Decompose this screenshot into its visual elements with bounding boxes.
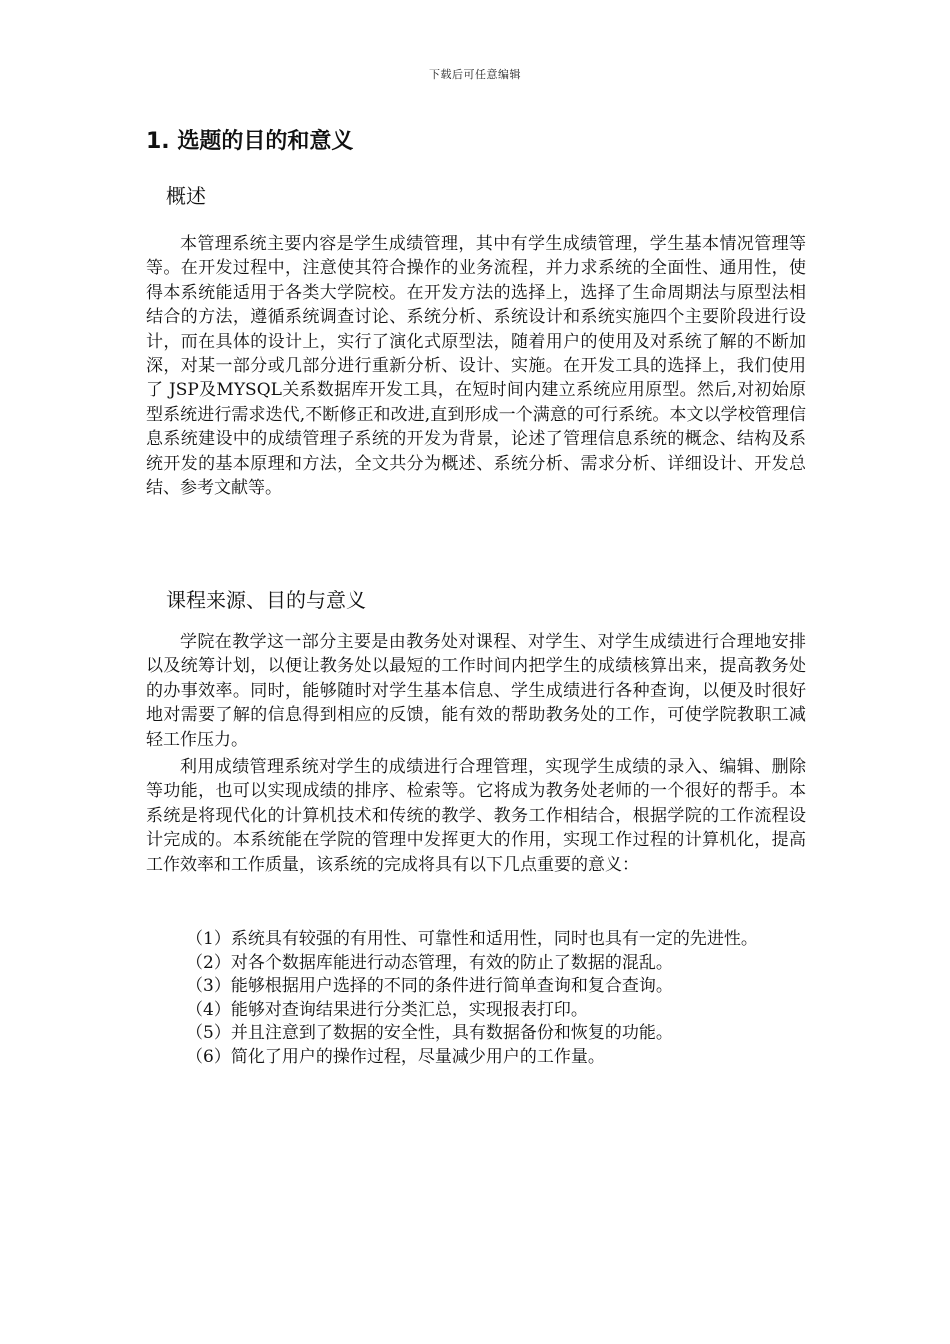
- header-note: 下载后可任意编辑: [429, 68, 521, 81]
- list-item: （6）简化了用户的操作过程，尽量减少用户的工作量。: [186, 1046, 605, 1067]
- list-item: （5）并且注意到了数据的安全性，具有数据备份和恢复的功能。: [186, 1023, 673, 1044]
- overview-paragraph: 本管理系统主要内容是学生成绩管理，其中有学生成绩管理，学生基本情况管理等等。在开发过程中，注意使其符合操作的业务流程，并力求系统的全面性、通用性，使得本系统能适用于各类大学院校。在开发方法的选择上，选择了生命周期法与原型法相结合的方法，遵循系统调查讨论、系统分析、系统设计和系统实施四个主要阶段进行设计，而在具体的设计上，实行了演化式原型法，随着用户的使用及对系统了解的不断加深，对某一部分或几部分进行重新分析、设计、实施。在开发工具的选择上，我们使用了 JSP及MYSQL关系数据库开发工具，在短时间内建立系统应用原型。然后,对初始原型系统进行需求迭代,不断修正和改进,直到形成一个满意的可行系统。本文以学校管理信息系统建设中的成绩管理子系统的开发为背景，论述了管理信息系统的概念、结构及系统开发的基本原理和方法，全文共分为概述、系统分析、需求分析、详细设计、开发总结、参考文献等。: [146, 234, 806, 499]
- list-item: （3）能够根据用户选择的不同的条件进行简单查询和复合查询。: [186, 976, 673, 997]
- section-title: 1. 选题的目的和意义: [146, 129, 354, 154]
- list-item: （2）对各个数据库能进行动态管理，有效的防止了数据的混乱。: [186, 952, 673, 973]
- course-paragraph-2: 利用成绩管理系统对学生的成绩进行合理管理，实现学生成绩的录入、编辑、删除等功能，也可以实现成绩的排序、检索等。它将成为教务处老师的一个很好的帮手。本系统是将现代化的计算机技术和传统的教学、教务工作相结合，根据学院的工作流程设计完成的。本系统能在学院的管理中发挥更大的作用，实现工作过程的计算机化，提高工作效率和工作质量，该系统的完成将具有以下几点重要的意义：: [146, 757, 806, 875]
- significance-list: [186, 928, 826, 1070]
- list-item: （4）能够对查询结果进行分类汇总，实现报表打印。: [186, 999, 588, 1020]
- course-paragraph-1: 学院在教学这一部分主要是由教务处对课程、对学生、对学生成绩进行合理地安排以及统筹计划，以便让教务处以最短的工作时间内把学生的成绩核算出来，提高教务处的办事效率。同时，能够随时对学生基本信息、学生成绩进行各种查询，以便及时很好地对需要了解的信息得到相应的反馈，能有效的帮助教务处的工作，可使学院教职工减轻工作压力。: [146, 632, 806, 750]
- course-heading: 课程来源、目的与意义: [166, 588, 366, 612]
- overview-heading: 概述: [166, 184, 206, 208]
- list-item: （1）系统具有较强的有用性、可靠性和适用性，同时也具有一定的先进性。: [186, 929, 758, 949]
